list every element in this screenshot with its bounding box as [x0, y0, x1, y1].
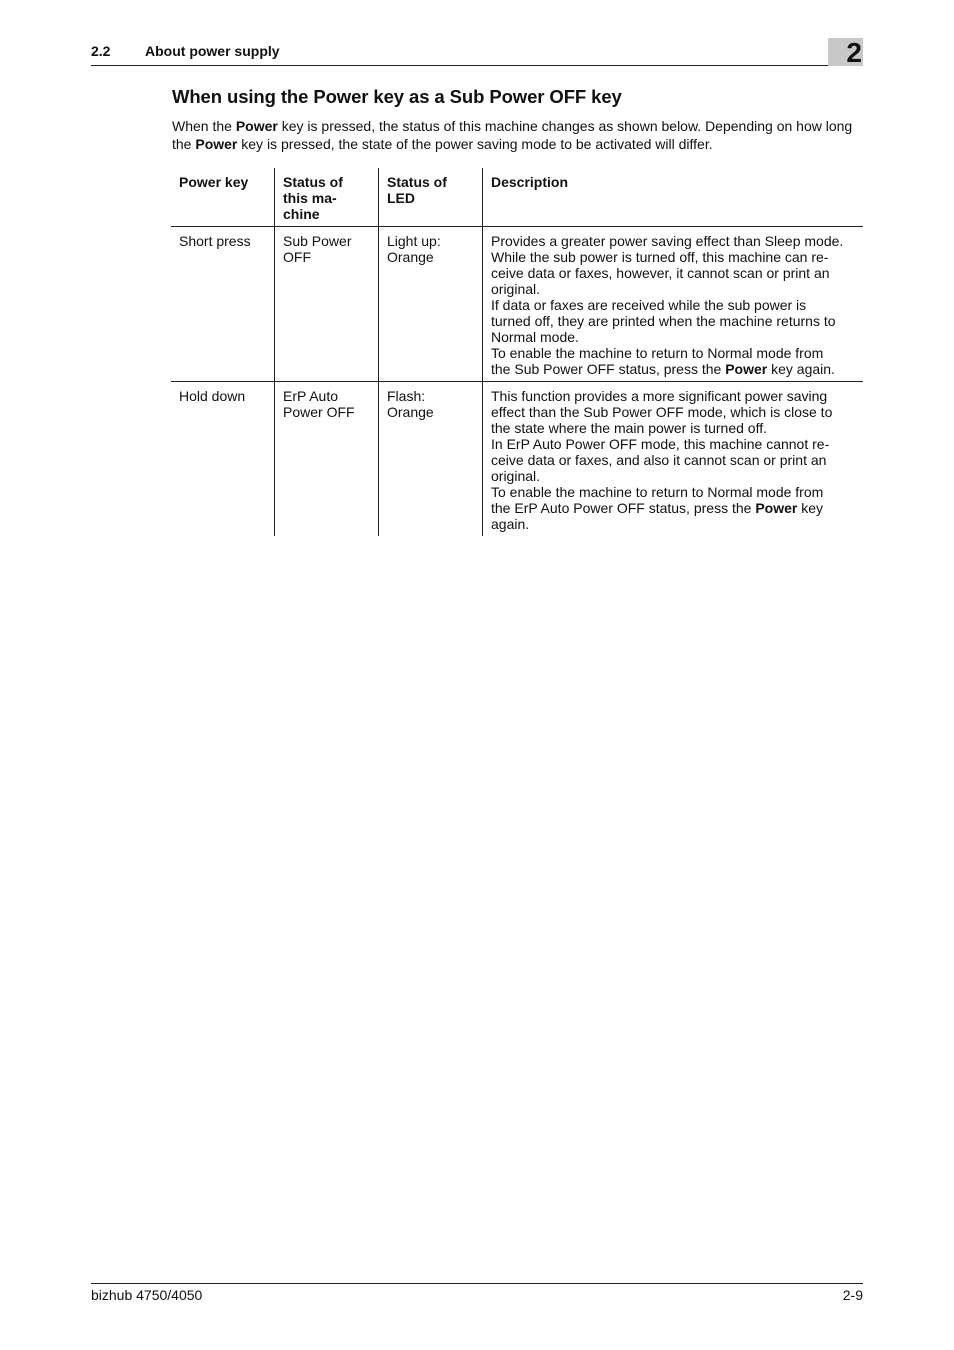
- section-title: About power supply: [145, 43, 280, 59]
- desc-line: key again.: [767, 361, 835, 377]
- section-number: 2.2: [91, 43, 111, 59]
- desc-line: the Sub Power OFF status, press the: [491, 361, 726, 377]
- chapter-number: 2: [828, 38, 863, 66]
- cell-description: [483, 227, 864, 382]
- table-header-row: [171, 168, 863, 227]
- cell-line: ErP Auto: [283, 388, 339, 404]
- header-description: Description: [483, 168, 864, 227]
- desc-line: original.: [491, 281, 541, 297]
- footer-page-number: 2-9: [842, 1287, 863, 1303]
- desc-line: To enable the machine to return to Normal mode from: [491, 484, 824, 500]
- desc-line: Provides a greater power saving effect than Sleep mode.: [491, 233, 844, 249]
- cell-line: Power OFF: [283, 404, 355, 420]
- table-row: [171, 382, 863, 537]
- cell-description: [483, 382, 864, 537]
- intro-text: key is pressed, the state of the power saving mode to be activated will differ.: [237, 136, 713, 152]
- cell-power-key: Short press: [179, 233, 251, 249]
- desc-line: This function provides a more significant power saving: [491, 388, 828, 404]
- cell-status-machine: [275, 227, 379, 382]
- footer-rule: [91, 1283, 863, 1284]
- desc-line: turned off, they are printed when the machine returns to: [491, 313, 836, 329]
- desc-line: To enable the machine to return to Normal mode from: [491, 345, 824, 361]
- desc-line: ceive data or faxes, however, it cannot scan or print an: [491, 265, 830, 281]
- header-power-key: Power key: [179, 174, 249, 190]
- desc-line: again.: [491, 516, 530, 532]
- desc-line: Normal mode.: [491, 329, 579, 345]
- table-row: [171, 227, 863, 382]
- desc-line: While the sub power is turned off, this machine can re-: [491, 249, 829, 265]
- desc-bold-power: Power: [755, 500, 798, 516]
- desc-line: key: [797, 500, 824, 516]
- power-key-table: [171, 168, 863, 536]
- intro-bold-power: Power: [235, 118, 278, 134]
- header-line: chine: [283, 206, 320, 222]
- cell-line: Flash:: [387, 388, 426, 404]
- intro-paragraph: [172, 117, 862, 153]
- cell-line: OFF: [283, 249, 311, 265]
- desc-line: If data or faxes are received while the sub power is: [491, 297, 807, 313]
- cell-line: Light up:: [387, 233, 441, 249]
- footer-product: bizhub 4750/4050: [91, 1287, 203, 1303]
- cell-line: Orange: [387, 249, 434, 265]
- cell-power-key: Hold down: [179, 388, 246, 404]
- header-line: this ma-: [283, 190, 337, 206]
- desc-line: the ErP Auto Power OFF status, press the: [491, 500, 756, 516]
- cell-status-led: [379, 227, 483, 382]
- desc-line: In ErP Auto Power OFF mode, this machine cannot re-: [491, 436, 830, 452]
- header-status-led: [379, 168, 483, 227]
- cell-line: Sub Power: [283, 233, 352, 249]
- desc-line: effect than the Sub Power OFF mode, which is close to: [491, 404, 833, 420]
- page-title: When using the Power key as a Sub Power OFF key: [172, 86, 622, 107]
- header-line: LED: [387, 190, 415, 206]
- header-line: Status of: [387, 174, 447, 190]
- intro-text: When the: [172, 118, 236, 134]
- desc-line: original.: [491, 468, 541, 484]
- intro-bold-power: Power: [195, 136, 238, 152]
- intro-text: key is pressed, the status of this machine changes as shown below. Depending on how long the: [172, 118, 853, 152]
- desc-line: the state where the main power is turned off.: [491, 420, 768, 436]
- desc-line: ceive data or faxes, and also it cannot scan or print an: [491, 452, 827, 468]
- cell-line: Orange: [387, 404, 434, 420]
- cell-status-machine: [275, 382, 379, 537]
- cell-status-led: [379, 382, 483, 537]
- header-status-machine: [275, 168, 379, 227]
- desc-bold-power: Power: [725, 361, 768, 377]
- header-line: Status of: [283, 174, 343, 190]
- running-header: [91, 41, 863, 66]
